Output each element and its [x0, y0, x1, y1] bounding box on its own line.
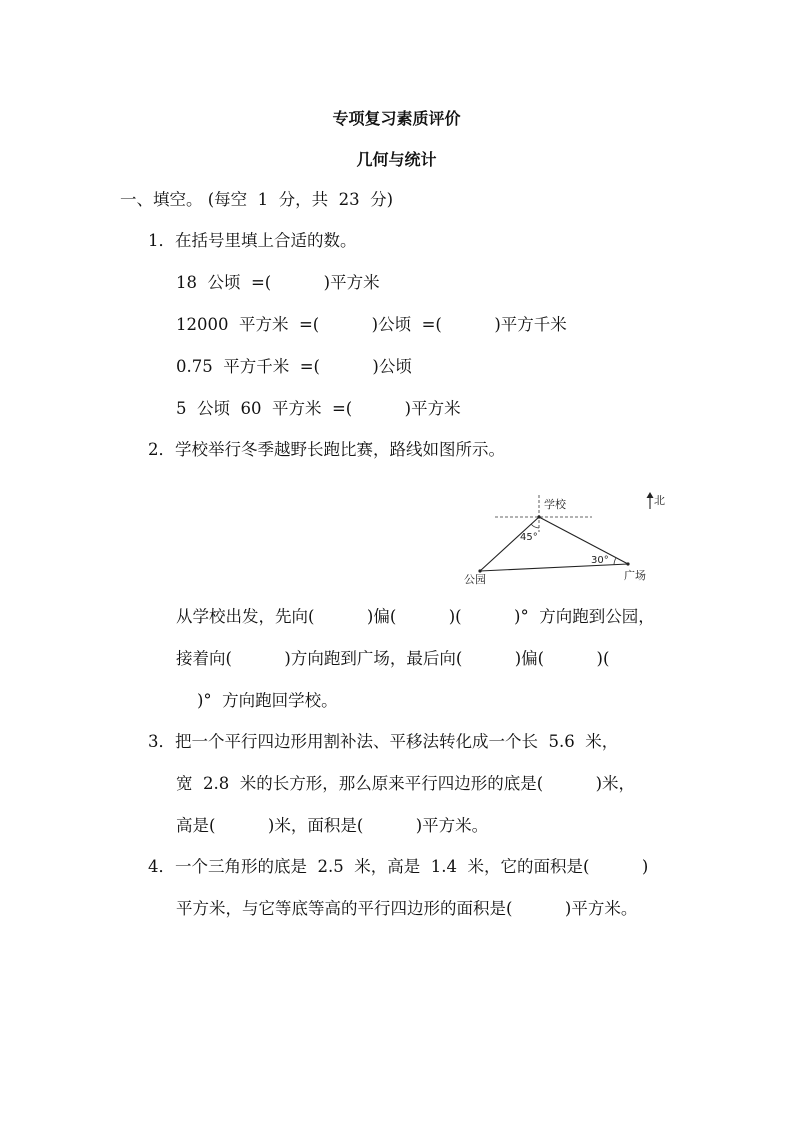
angle-arc-square [614, 558, 616, 565]
question-4-line: 4．一个三角形的底是 2.5 米，高是 1.4 米，它的面积是( ) [148, 857, 649, 876]
question-2-stem: 2．学校举行冬季越野长跑比赛，路线如图所示。 [148, 440, 505, 459]
question-3-line: 高是( )米，面积是( )平方米。 [176, 816, 489, 835]
question-1-line: 12000 平方米 =( )公顷 =( )平方千米 [176, 315, 567, 334]
question-3-line: 3．把一个平行四边形用割补法、平移法转化成一个长 5.6 米， [148, 732, 619, 751]
question-1-line: 0.75 平方千米 =( )公顷 [176, 357, 412, 376]
school-point [537, 515, 540, 518]
page-subtitle: 几何与统计 [356, 150, 437, 169]
route-school-to-park [480, 517, 539, 571]
section-heading: 一、填空。 (每空 1 分，共 23 分) [120, 190, 394, 209]
route-diagram [462, 487, 672, 587]
question-2-line: 从学校出发，先向( )偏( )( )° 方向跑到公园， [176, 607, 655, 626]
north-arrow-head [647, 492, 654, 498]
question-1-line: 5 公顷 60 平方米 =( )平方米 [176, 399, 461, 418]
question-1-line: 18 公顷 =( )平方米 [176, 273, 380, 292]
angle-arc-school [531, 524, 539, 528]
angle-label-square: 30° [591, 555, 609, 566]
school-label: 学校 [544, 498, 566, 511]
page-title: 专项复习素质评价 [332, 109, 461, 128]
question-2-line: )° 方向跑回学校。 [176, 691, 338, 710]
question-1-stem: 1．在括号里填上合适的数。 [148, 231, 357, 250]
square-label: 广场 [624, 569, 646, 582]
park-label: 公园 [464, 573, 486, 586]
square-point [626, 562, 629, 565]
north-label: 北 [654, 494, 665, 507]
angle-label-school: 45° [520, 532, 538, 543]
question-3-line: 宽 2.8 米的长方形，那么原来平行四边形的底是( )米， [176, 774, 636, 793]
question-2-line: 接着向( )方向跑到广场，最后向( )偏( )( [176, 649, 610, 668]
route-square-to-school [539, 517, 628, 564]
question-4-line: 平方米，与它等底等高的平行四边形的面积是( )平方米。 [176, 899, 638, 918]
